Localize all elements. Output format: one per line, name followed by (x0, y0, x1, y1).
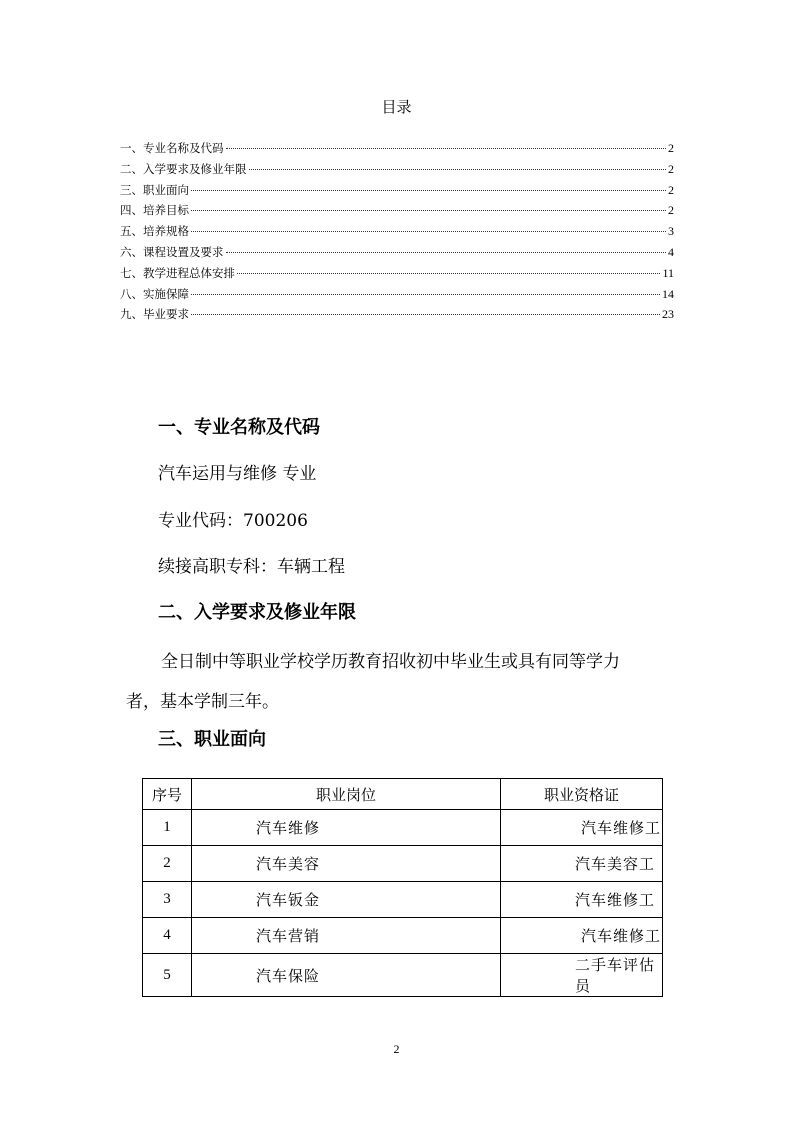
toc-entry-page: 11 (662, 265, 674, 280)
toc-entry[interactable] (120, 161, 674, 182)
toc-entry-label: 四、培养目标 (120, 203, 189, 218)
table-cell: 汽车维修工 (501, 882, 663, 918)
paragraph-line: 者，基本学制三年。 (126, 692, 279, 712)
toc-entry[interactable] (120, 286, 674, 307)
table-cell: 5 (143, 954, 192, 997)
toc-entry-page: 4 (668, 244, 674, 259)
table-cell: 二手车评估员 (501, 954, 663, 997)
table-cell: 汽车保险 (192, 954, 501, 997)
table-cell: 汽车营销 (192, 918, 501, 954)
toc-entry-label: 七、教学进程总体安排 (120, 265, 235, 280)
toc-entry-page: 3 (668, 224, 674, 239)
table-row (143, 918, 663, 954)
paragraph-line: 全日制中等职业学校学历教育招收初中毕业生或具有同等学力 (161, 652, 620, 672)
toc-entry[interactable] (120, 202, 674, 223)
section-heading: 一、专业名称及代码 (158, 417, 320, 438)
section-heading: 三、职业面向 (158, 729, 266, 750)
toc-leader-dots (191, 314, 660, 315)
toc-entry-label: 二、入学要求及修业年限 (120, 161, 247, 176)
column-header: 序号 (143, 779, 192, 810)
toc-entry[interactable] (120, 306, 674, 327)
toc-leader-dots (191, 294, 660, 295)
career-table (142, 778, 663, 997)
toc-leader-dots (237, 273, 660, 274)
table-cell: 1 (143, 810, 192, 846)
toc-leader-dots (226, 148, 667, 149)
toc-entry-page: 2 (668, 161, 674, 176)
toc-entry-label: 六、课程设置及要求 (120, 244, 224, 259)
toc-entry-label: 三、职业面向 (120, 182, 189, 197)
table-cell: 汽车美容工 (501, 846, 663, 882)
toc-leader-dots (249, 169, 667, 170)
toc-entry-page: 23 (662, 307, 674, 322)
toc-entry[interactable] (120, 140, 674, 161)
table-cell: 汽车维修工 (501, 918, 663, 954)
section-heading: 二、入学要求及修业年限 (158, 602, 356, 623)
table-cell: 汽车维修 (192, 810, 501, 846)
table-row (143, 954, 663, 997)
continuation-major: 续接高职专科：车辆工程 (158, 557, 345, 577)
toc-entry-label: 九、毕业要求 (120, 307, 189, 322)
toc-entry-label: 五、培养规格 (120, 224, 189, 239)
toc-entry-page: 14 (662, 286, 674, 301)
toc-leader-dots (226, 252, 667, 253)
column-header: 职业岗位 (192, 779, 501, 810)
toc-entry-label: 一、专业名称及代码 (120, 141, 224, 155)
toc-entry[interactable] (120, 244, 674, 265)
table-cell: 汽车维修工 (501, 810, 663, 846)
toc-entry-label: 八、实施保障 (120, 286, 189, 301)
table-cell: 2 (143, 846, 192, 882)
toc-leader-dots (191, 210, 666, 211)
column-header: 职业资格证 (501, 779, 663, 810)
toc-leader-dots (191, 190, 666, 191)
toc-title: 目录 (381, 98, 412, 116)
table-cell: 4 (143, 918, 192, 954)
toc-entry-page: 2 (668, 182, 674, 197)
toc-entry[interactable] (120, 223, 674, 244)
toc-entry-page: 2 (668, 141, 674, 155)
table-row (143, 810, 663, 846)
page-number: 2 (393, 1042, 400, 1056)
table-header-row (143, 779, 663, 810)
table-row (143, 882, 663, 918)
major-code: 专业代码：700206 (158, 511, 308, 531)
major-name: 汽车运用与维修 专业 (158, 464, 317, 484)
toc-entry[interactable] (120, 265, 674, 286)
table-cell: 汽车钣金 (192, 882, 501, 918)
table-row (143, 846, 663, 882)
toc-entry[interactable] (120, 182, 674, 203)
table-of-contents (120, 140, 674, 327)
toc-entry-page: 2 (668, 203, 674, 218)
toc-leader-dots (191, 231, 666, 232)
table-cell: 3 (143, 882, 192, 918)
table-cell: 汽车美容 (192, 846, 501, 882)
